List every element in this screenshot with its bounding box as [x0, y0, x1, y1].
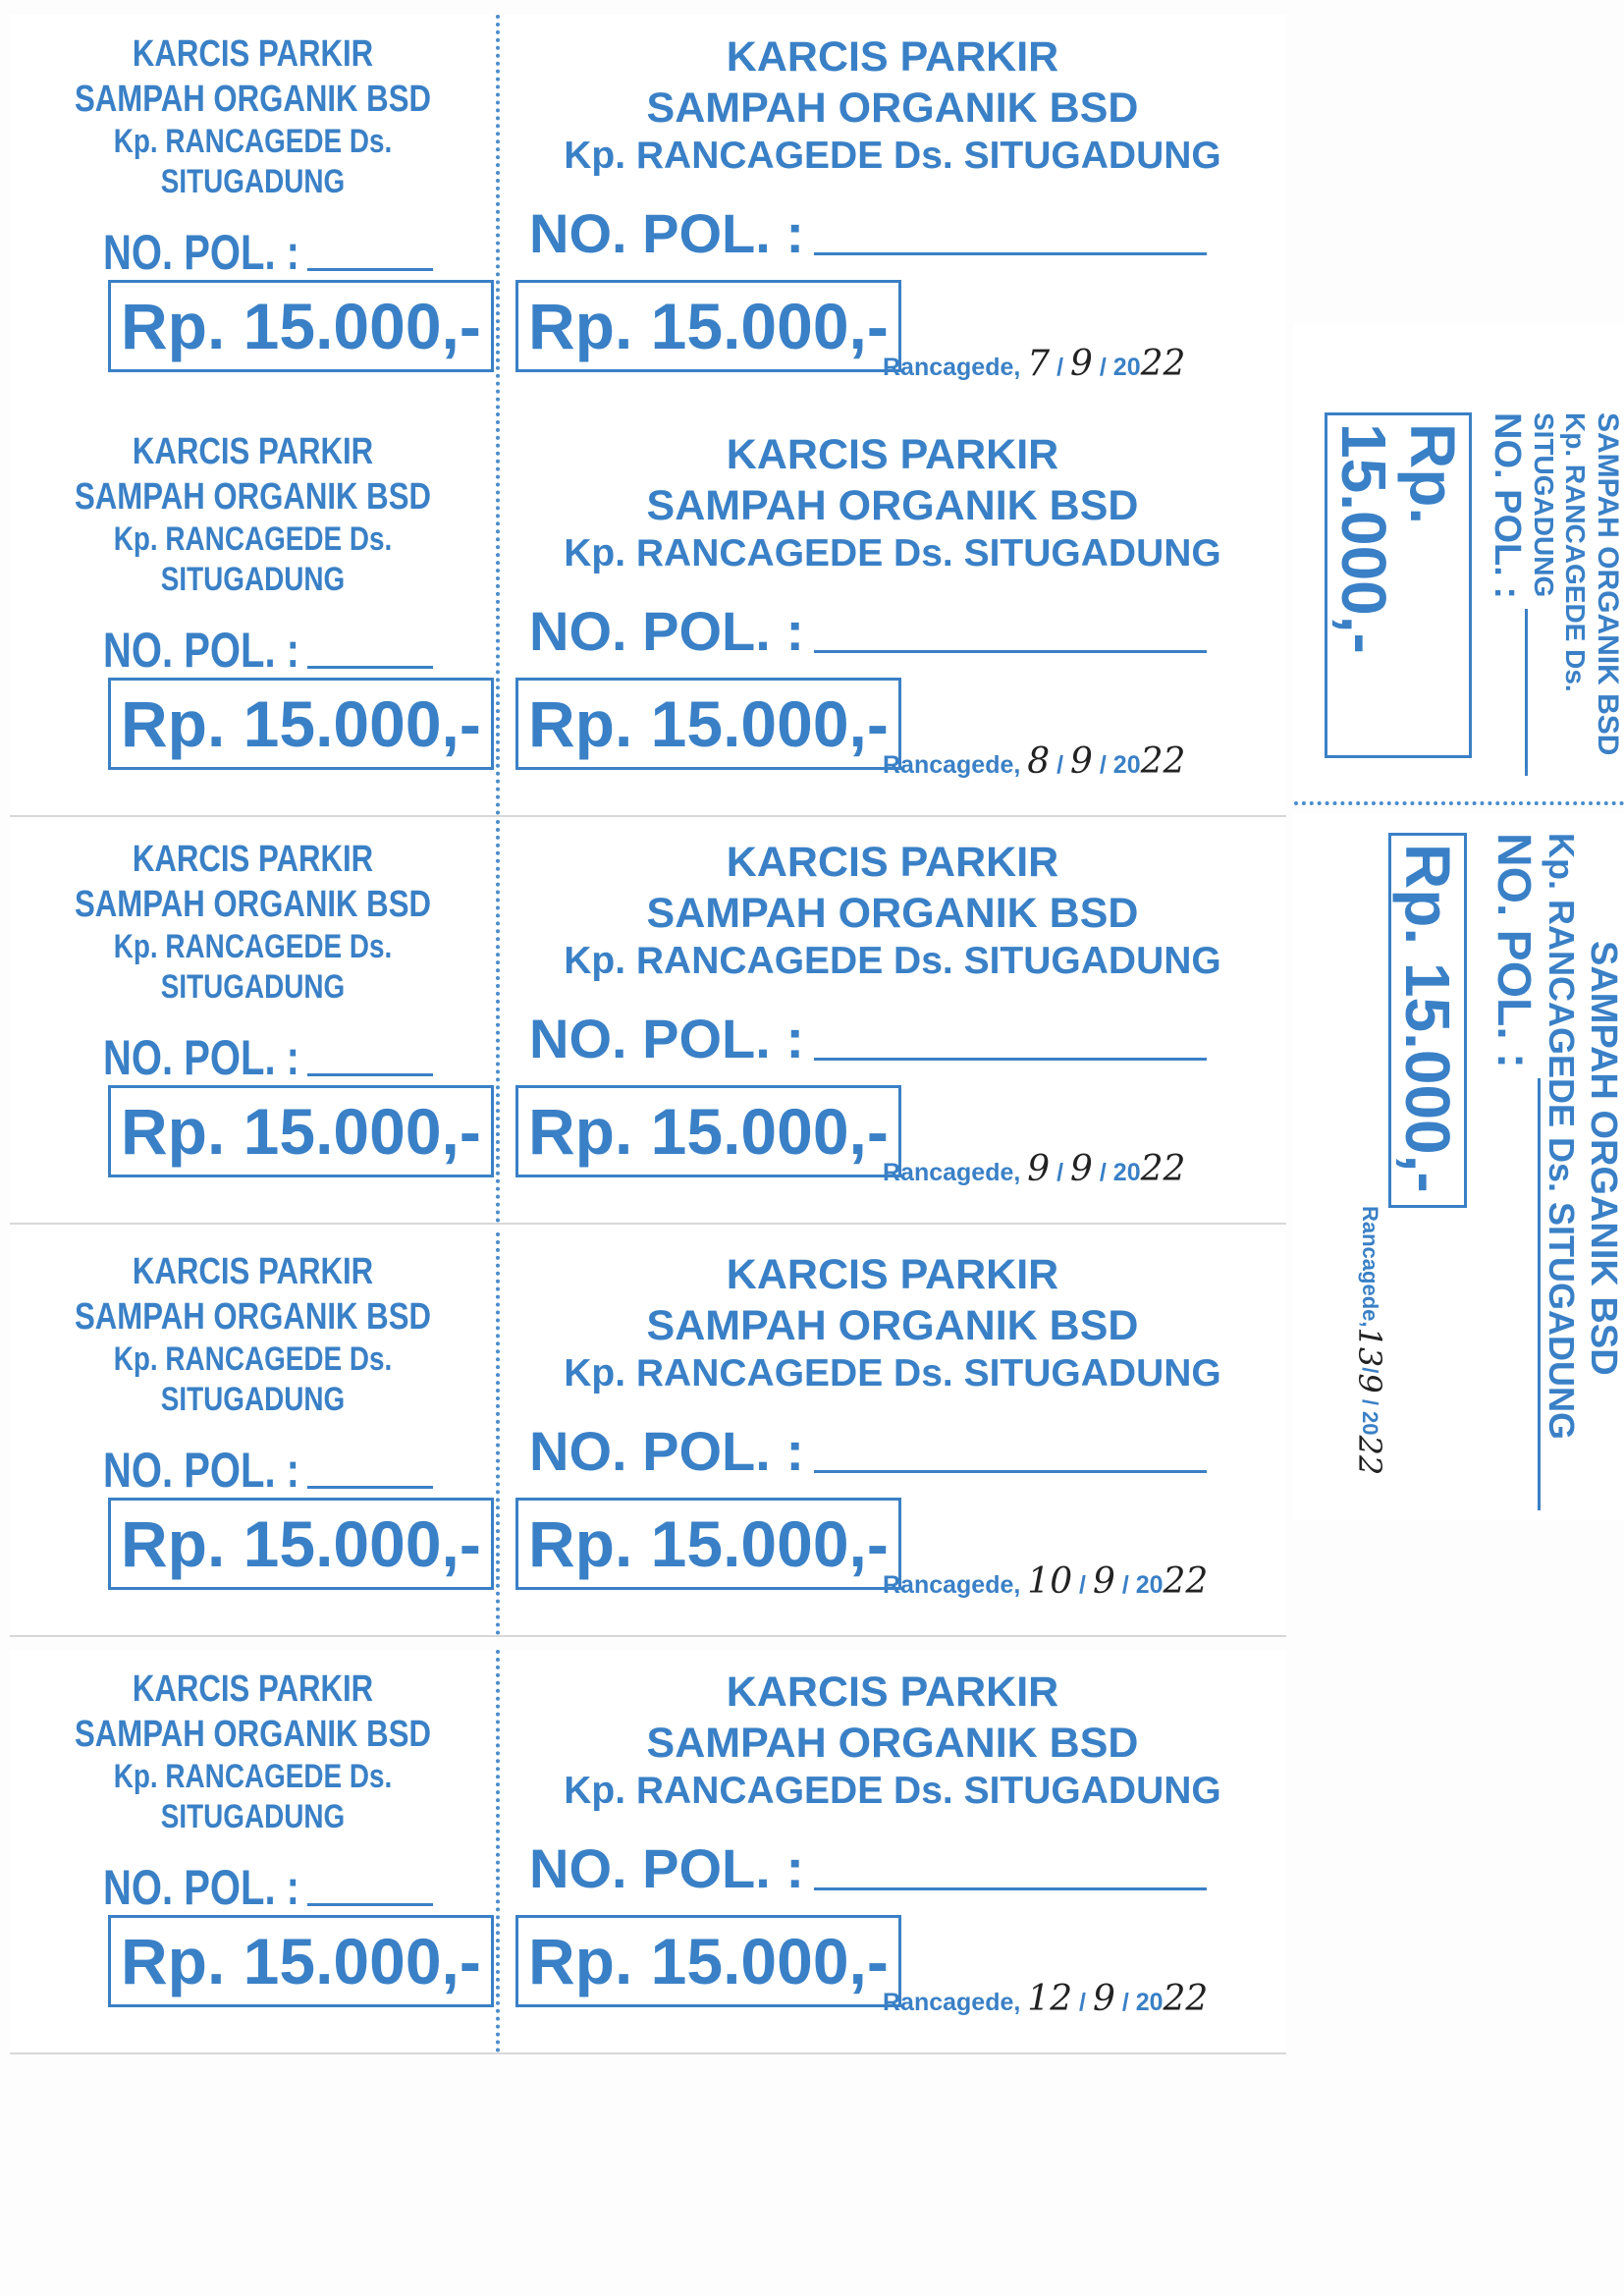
- stub-title: KARCIS PARKIR: [132, 33, 374, 75]
- stub-subtitle: SAMPAH ORGANIK BSD: [75, 1295, 431, 1338]
- date-prefix: Rancagede,: [883, 751, 1021, 779]
- rot-stub-nopol: [1486, 412, 1528, 776]
- nopol-line: [814, 650, 1207, 653]
- date-prefix: Rancagede,: [883, 1989, 1021, 2016]
- date-prefix: Rancagede,: [883, 1159, 1021, 1186]
- ticket-stub: [10, 1232, 500, 1635]
- rot-ticket-address: Kp. RANCAGEDE Ds. SITUGADUNG: [1542, 833, 1582, 1441]
- stub-price: Rp. 15.000,-: [108, 1085, 494, 1177]
- ticket-nopol: [529, 1836, 1285, 1900]
- ticket-row: [10, 820, 1286, 1225]
- nopol-label: NO. POL. :: [529, 1007, 804, 1069]
- ticket-date: Rancagede, 12 / 9 / 2022: [883, 1979, 1209, 2019]
- ticket-address: Kp. RANCAGEDE Ds. SITUGADUNG: [564, 940, 1221, 983]
- rot-ticket-subtitle: SAMPAH ORGANIK BSD: [1583, 941, 1624, 1376]
- stub-address: Kp. RANCAGEDE Ds. SITUGADUNG: [113, 928, 393, 1006]
- ticket-row: [10, 1650, 1286, 2054]
- ticket-row: [10, 15, 1286, 419]
- rot-stub-subtitle: SAMPAH ORGANIK BSD: [1592, 412, 1624, 756]
- date-month: 9: [1092, 1561, 1115, 1602]
- date-year: 22: [1140, 1149, 1186, 1189]
- ticket-main: [500, 1650, 1285, 2052]
- ticket-main: [500, 820, 1285, 1223]
- nopol-line: [1486, 609, 1528, 776]
- date-year: 22: [1163, 1561, 1209, 1602]
- year-prefix: / 20: [1099, 354, 1141, 381]
- rotated-stub: [1294, 324, 1624, 805]
- stub-nopol: [103, 622, 433, 679]
- ticket-address: Kp. RANCAGEDE Ds. SITUGADUNG: [564, 1352, 1221, 1395]
- ticket-nopol: [529, 1419, 1285, 1483]
- stub-subtitle: SAMPAH ORGANIK BSD: [75, 475, 431, 518]
- ticket-price: Rp. 15.000,-: [515, 1915, 901, 2007]
- rotated-ticket: [1294, 813, 1624, 1520]
- stub-nopol: [103, 1442, 433, 1499]
- rot-ticket-date: Rancagede,13/9 / 2022: [1351, 1206, 1388, 1476]
- date-prefix: Rancagede,: [883, 354, 1021, 381]
- rot-ticket-nopol: [1487, 833, 1541, 1510]
- date-month: 9: [1070, 1149, 1093, 1189]
- ticket-nopol: [529, 1007, 1285, 1070]
- date-prefix: Rancagede,: [883, 1571, 1021, 1599]
- ticket-row: [10, 1232, 1286, 1637]
- ticket-price: Rp. 15.000,-: [515, 1498, 901, 1590]
- ticket-row: [10, 412, 1286, 817]
- ticket-title: KARCIS PARKIR: [726, 33, 1059, 81]
- stub-price: Rp. 15.000,-: [108, 1915, 494, 2007]
- stub-address: Kp. RANCAGEDE Ds. SITUGADUNG: [113, 1340, 393, 1418]
- date-year: 22: [1351, 1435, 1388, 1476]
- nopol-line: [814, 252, 1207, 255]
- stub-price: Rp. 15.000,-: [108, 678, 494, 770]
- date-month: 9: [1351, 1373, 1388, 1394]
- year-prefix: / 20: [1099, 1159, 1141, 1186]
- ticket-title: KARCIS PARKIR: [726, 1251, 1059, 1298]
- ticket-address: Kp. RANCAGEDE Ds. SITUGADUNG: [564, 532, 1221, 575]
- nopol-label: NO. POL. :: [1488, 833, 1540, 1068]
- nopol-line: [1487, 1078, 1541, 1510]
- stub-price: Rp. 15.000,-: [108, 280, 494, 372]
- stub-title: KARCIS PARKIR: [132, 839, 374, 880]
- ticket-subtitle: SAMPAH ORGANIK BSD: [646, 83, 1139, 132]
- date-month: 9: [1070, 741, 1093, 782]
- date-day: 13: [1351, 1327, 1388, 1368]
- nopol-line: [307, 1903, 433, 1906]
- nopol-label: NO. POL. :: [103, 1029, 299, 1085]
- rot-stub-address: Kp. RANCAGEDE Ds. SITUGADUNG: [1529, 412, 1591, 692]
- date-day: 10: [1027, 1561, 1073, 1602]
- stub-subtitle: SAMPAH ORGANIK BSD: [75, 883, 431, 925]
- nopol-label: NO. POL. :: [529, 1419, 804, 1482]
- ticket-stub: [10, 820, 500, 1223]
- nopol-label: NO. POL. :: [103, 1442, 299, 1498]
- nopol-label: NO. POL. :: [103, 224, 299, 280]
- ticket-stub: [10, 412, 500, 815]
- nopol-line: [307, 1073, 433, 1076]
- ticket-date: Rancagede, 7 / 9 / 2022: [883, 344, 1186, 384]
- ticket-price: Rp. 15.000,-: [515, 1085, 901, 1177]
- nopol-label: NO. POL. :: [103, 1859, 299, 1915]
- rot-ticket-price: Rp. 15.000,-: [1388, 833, 1467, 1208]
- ticket-address: Kp. RANCAGEDE Ds. SITUGADUNG: [564, 1770, 1221, 1813]
- nopol-line: [307, 1486, 433, 1489]
- stub-address: Kp. RANCAGEDE Ds. SITUGADUNG: [113, 123, 393, 200]
- ticket-date: Rancagede, 10 / 9 / 2022: [883, 1561, 1209, 1602]
- stub-price: Rp. 15.000,-: [108, 1498, 494, 1590]
- date-year: 22: [1140, 741, 1186, 782]
- stub-nopol: [103, 1029, 433, 1086]
- nopol-line: [307, 666, 433, 669]
- stub-title: KARCIS PARKIR: [132, 1251, 374, 1292]
- stub-nopol: [103, 1859, 433, 1916]
- ticket-nopol: [529, 599, 1285, 663]
- ticket-title: KARCIS PARKIR: [726, 1668, 1059, 1716]
- year-prefix: / 20: [1358, 1398, 1382, 1436]
- ticket-title: KARCIS PARKIR: [726, 839, 1059, 886]
- ticket-nopol: [529, 201, 1285, 265]
- date-day: 9: [1027, 1149, 1051, 1189]
- ticket-main: [500, 15, 1285, 417]
- stub-title: KARCIS PARKIR: [132, 431, 374, 472]
- nopol-label: NO. POL. :: [529, 1836, 804, 1899]
- ticket-stub: [10, 15, 500, 417]
- ticket-title: KARCIS PARKIR: [726, 431, 1059, 478]
- date-year: 22: [1140, 344, 1186, 384]
- nopol-label: NO. POL. :: [529, 599, 804, 662]
- ticket-date: Rancagede, 9 / 9 / 2022: [883, 1149, 1186, 1189]
- ticket-subtitle: SAMPAH ORGANIK BSD: [646, 481, 1139, 529]
- nopol-label: NO. POL. :: [529, 201, 804, 264]
- date-day: 8: [1027, 741, 1051, 782]
- date-year: 22: [1163, 1979, 1209, 2019]
- stub-subtitle: SAMPAH ORGANIK BSD: [75, 1713, 431, 1755]
- stub-address: Kp. RANCAGEDE Ds. SITUGADUNG: [113, 1758, 393, 1835]
- date-prefix: Rancagede,: [1358, 1206, 1382, 1328]
- ticket-price: Rp. 15.000,-: [515, 280, 901, 372]
- rot-stub-price: Rp. 15.000,-: [1325, 412, 1472, 758]
- nopol-line: [814, 1887, 1207, 1890]
- date-day: 12: [1027, 1979, 1073, 2019]
- ticket-main: [500, 412, 1285, 815]
- ticket-subtitle: SAMPAH ORGANIK BSD: [646, 1301, 1139, 1349]
- stub-address: Kp. RANCAGEDE Ds. SITUGADUNG: [113, 520, 393, 598]
- ticket-address: Kp. RANCAGEDE Ds. SITUGADUNG: [564, 135, 1221, 178]
- stub-nopol: [103, 224, 433, 281]
- nopol-line: [814, 1058, 1207, 1061]
- ticket-subtitle: SAMPAH ORGANIK BSD: [646, 1719, 1139, 1767]
- ticket-stub: [10, 1650, 500, 2052]
- year-prefix: / 20: [1121, 1989, 1164, 2016]
- nopol-label: NO. POL. :: [103, 622, 299, 678]
- stub-title: KARCIS PARKIR: [132, 1668, 374, 1710]
- year-prefix: / 20: [1121, 1571, 1164, 1599]
- year-prefix: / 20: [1099, 751, 1141, 779]
- date-day: 7: [1027, 344, 1051, 384]
- nopol-label: NO. POL. :: [1487, 412, 1528, 599]
- stub-subtitle: SAMPAH ORGANIK BSD: [75, 78, 431, 120]
- date-month: 9: [1092, 1979, 1115, 2019]
- nopol-line: [307, 268, 433, 271]
- ticket-subtitle: SAMPAH ORGANIK BSD: [646, 889, 1139, 937]
- date-month: 9: [1070, 344, 1093, 384]
- nopol-line: [814, 1470, 1207, 1473]
- ticket-main: [500, 1232, 1285, 1635]
- ticket-price: Rp. 15.000,-: [515, 678, 901, 770]
- ticket-date: Rancagede, 8 / 9 / 2022: [883, 741, 1186, 782]
